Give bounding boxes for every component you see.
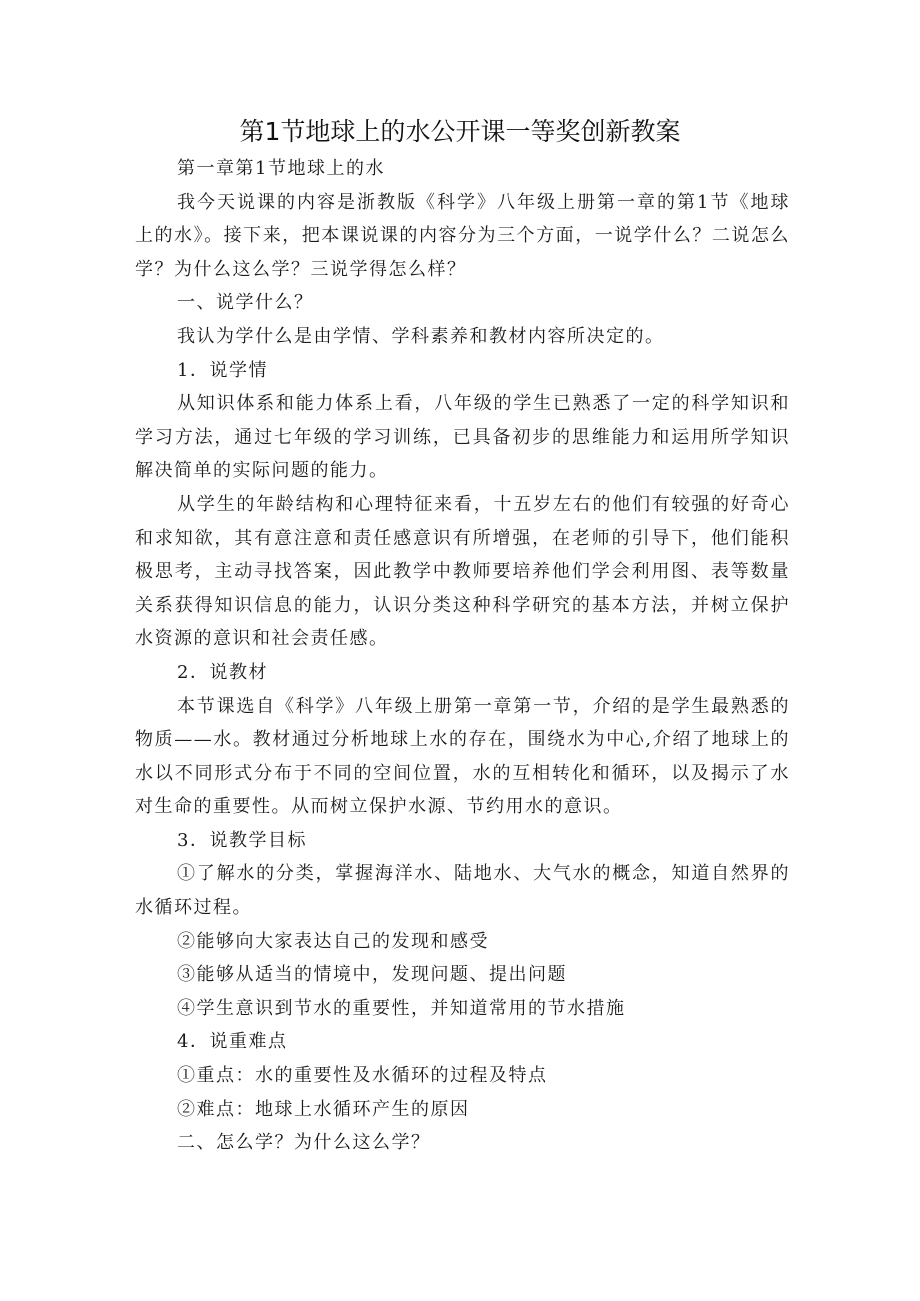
paragraph: 第一章第1节地球上的水 xyxy=(177,158,385,179)
list-item: ③能够从适当的情境中，发现问题、提出问题 xyxy=(177,964,567,986)
subsection-heading: 4．说重难点 xyxy=(177,1031,288,1053)
document-title: 第1节地球上的水公开课一等奖创新教案 xyxy=(239,117,681,146)
section-heading: 二、怎么学？为什么这么学？ xyxy=(177,1132,431,1154)
list-item: ④学生意识到节水的重要性，并知道常用的节水措施 xyxy=(177,997,626,1019)
list-item: ②难点：地球上水循环产生的原因 xyxy=(177,1098,470,1120)
subsection-heading: 2．说教材 xyxy=(177,661,268,683)
paragraph: 我认为学什么是由学情、学科素养和教材内容所决定的。 xyxy=(177,325,665,347)
document-body xyxy=(135,152,790,1160)
paragraph: 从知识体系和能力体系上看，八年级的学生已熟悉了一定的科学知识和学习方法，通过七年级的学习训练，已具备初步的思维能力和运用所学知识解决简单的实际问题的能力。 xyxy=(135,393,790,482)
paragraph: 从学生的年龄结构和心理特征来看，十五岁左右的他们有较强的好奇心和求知欲，其有意注意和责任感意识有所增强，在老师的引导下，他们能积极思考，主动寻找答案，因此教学中教师要培养他们学会利用图、表等数量关系获得知识信息的能力，认识分类这种科学研究的基本方法，并树立保护水资源的意识和社会责任感。 xyxy=(135,493,790,650)
paragraph: 我今天说课的内容是浙教版《科学》八年级上册第一章的第1节《地球上的水》。接下来，把本课说课的内容分为三个方面，一说学什么？二说怎么学？为什么这么学？三说学得怎么样？ xyxy=(135,191,790,280)
list-item: ①重点：水的重要性及水循环的过程及特点 xyxy=(177,1065,548,1087)
subsection-heading: 3．说教学目标 xyxy=(177,829,307,851)
list-item: ①了解水的分类，掌握海洋水、陆地水、大气水的概念，知道自然界的水循环过程。 xyxy=(135,863,790,919)
list-item: ②能够向大家表达自己的发现和感受 xyxy=(177,930,489,952)
paragraph: 本节课选自《科学》八年级上册第一章第一节，介绍的是学生最熟悉的物质——水。教材通过分析地球上水的存在，围绕水为中心,介绍了地球上的水以不同形式分布于不同的空间位置，水的互相转化和循环，以及揭示了水对生命的重要性。从而树立保护水源、节约用水的意识。 xyxy=(135,695,790,818)
subsection-heading: 1．说学情 xyxy=(177,359,268,381)
section-heading: 一、说学什么？ xyxy=(177,292,314,314)
